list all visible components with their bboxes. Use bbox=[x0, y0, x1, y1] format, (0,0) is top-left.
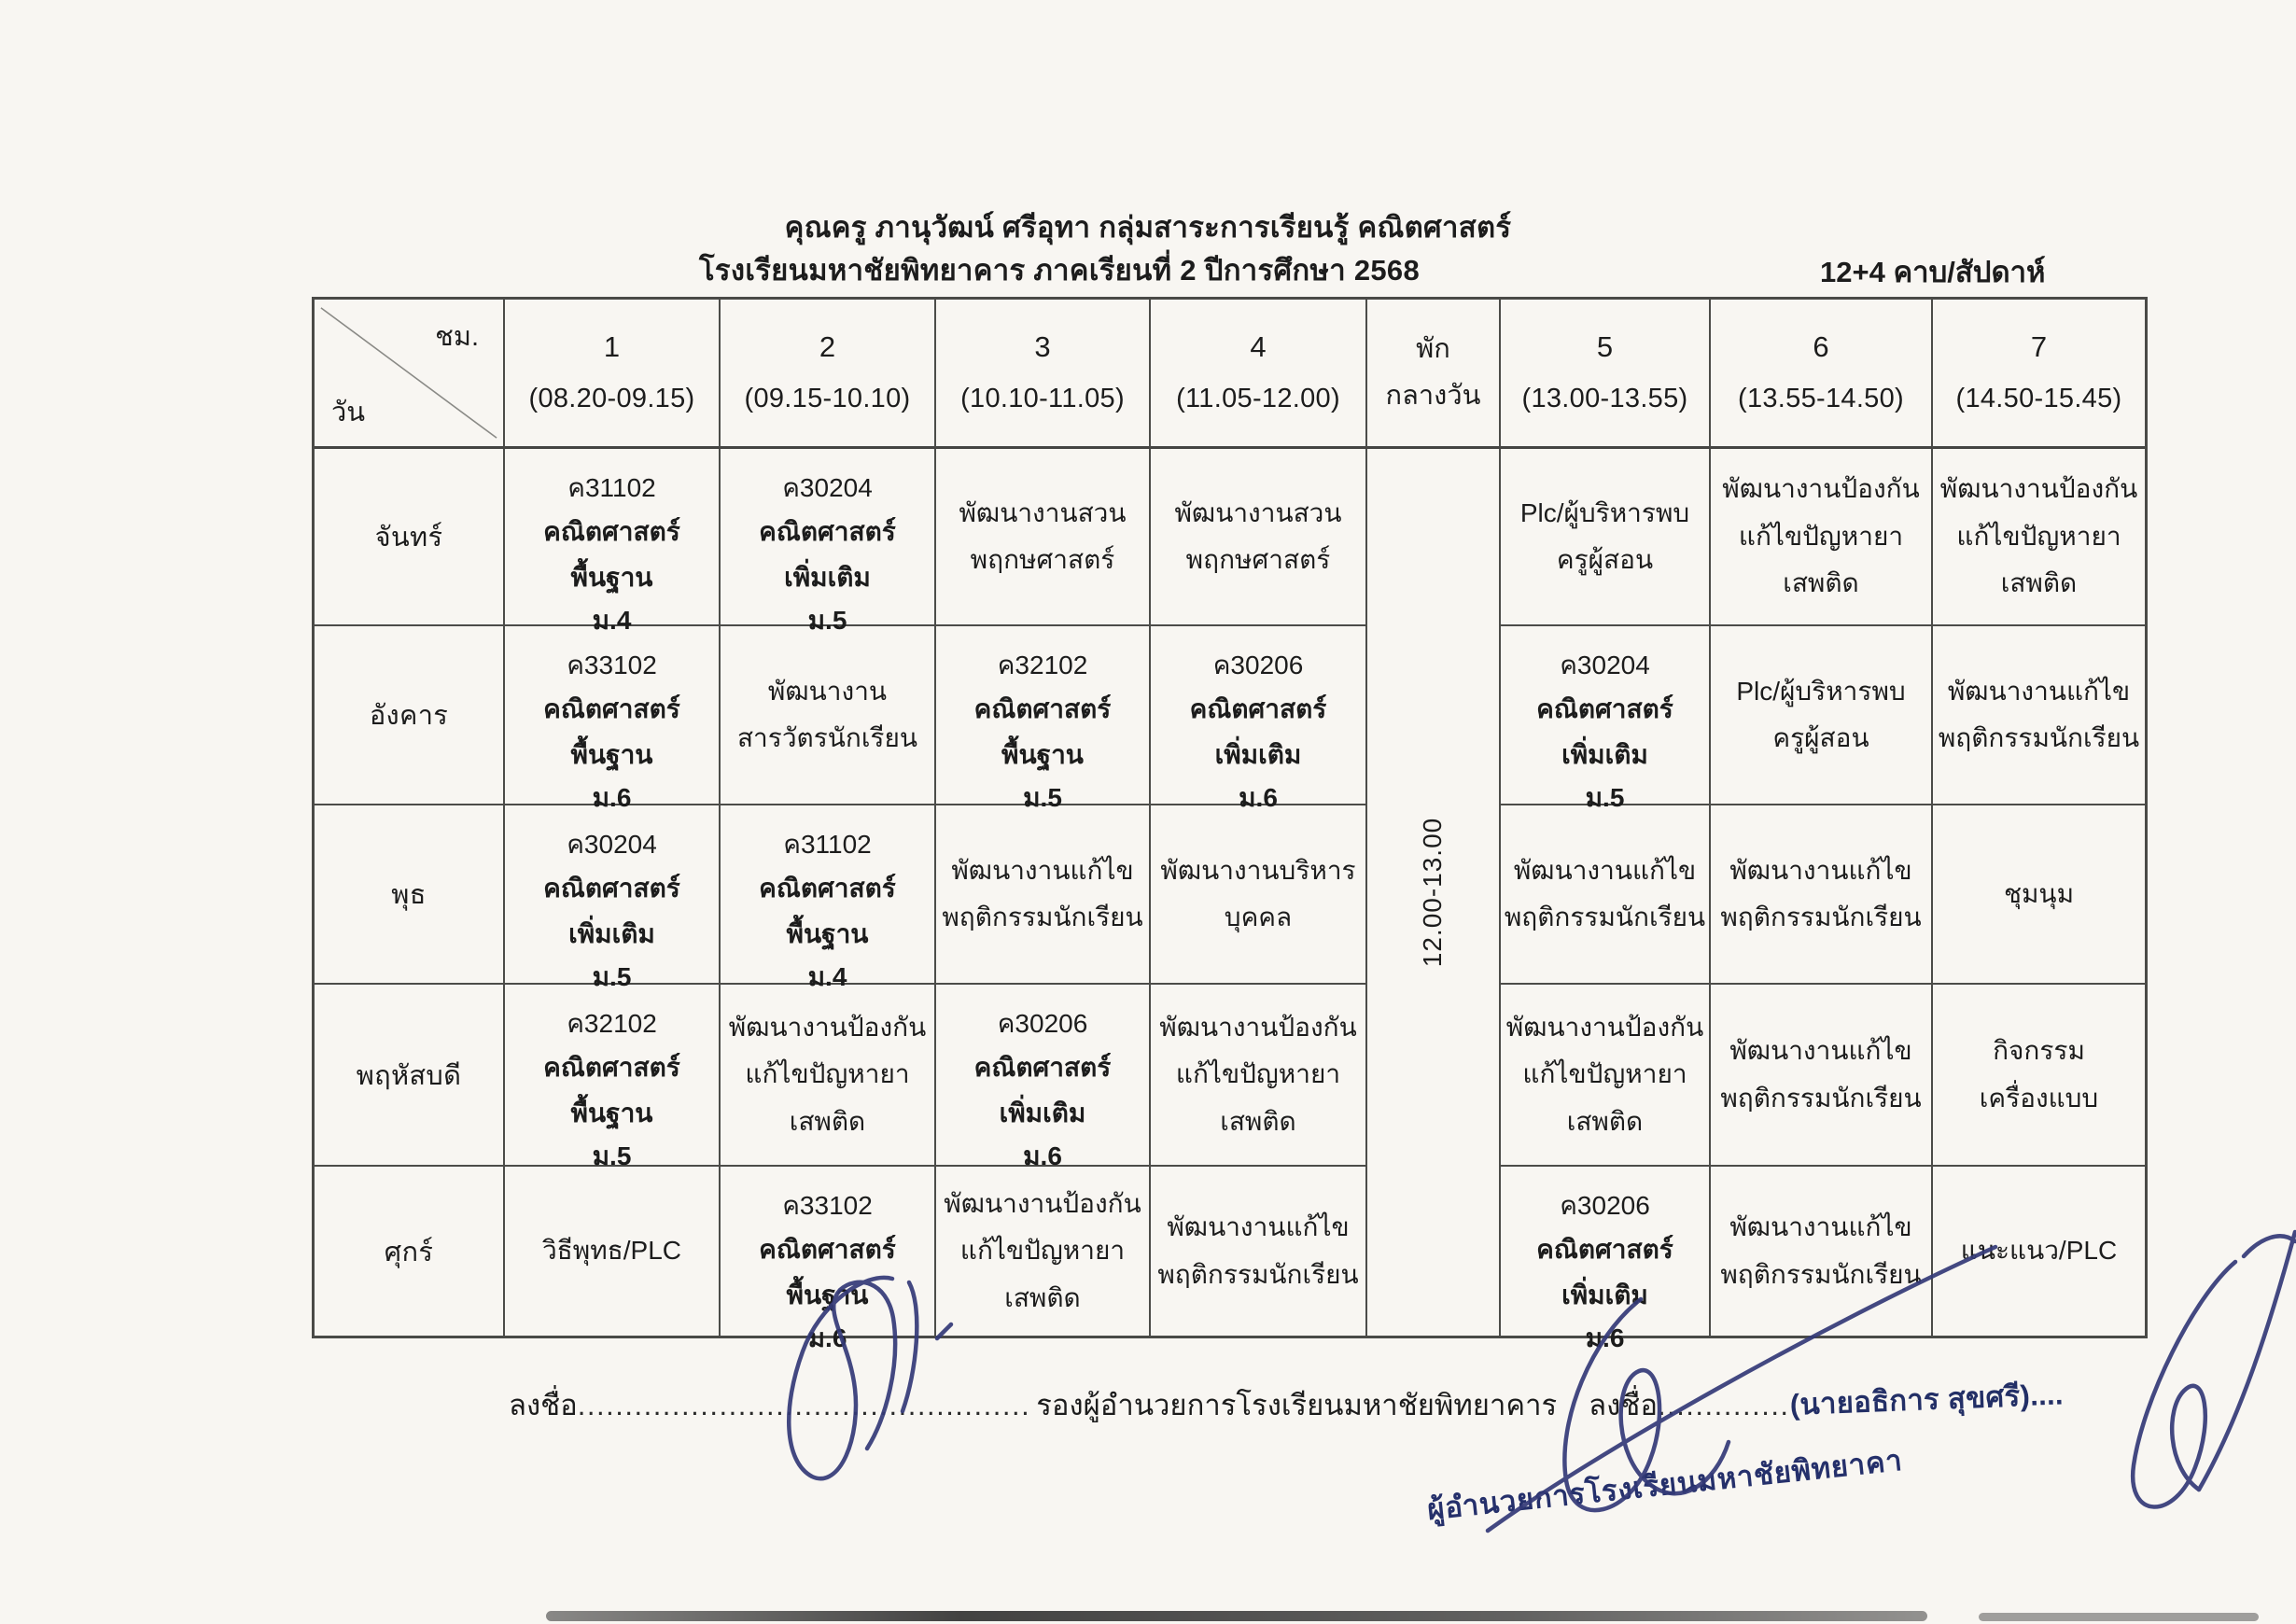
period-time: (11.05-12.00) bbox=[1176, 384, 1340, 414]
class-cell bbox=[1711, 449, 1933, 626]
activity-text: พัฒนางานป้องกัน แก้ไขปัญหายา เสพติด bbox=[728, 1012, 927, 1136]
signature-right-ink bbox=[2133, 1262, 2235, 1507]
class-cell bbox=[1501, 626, 1711, 812]
activity-text: พัฒนางานแก้ไข พฤติกรรมนักเรียน bbox=[1938, 676, 2140, 752]
period-number: 2 bbox=[819, 329, 836, 363]
class-cell bbox=[936, 1167, 1151, 1336]
class-cell bbox=[936, 805, 1151, 985]
class-cell bbox=[936, 626, 1151, 812]
activity-text: พัฒนางาน สารวัตรนักเรียน bbox=[736, 676, 918, 752]
class-cell bbox=[1933, 449, 2145, 626]
class-cell bbox=[1933, 1167, 2145, 1336]
class-cell bbox=[1151, 626, 1367, 812]
class-cell bbox=[1151, 1167, 1367, 1336]
class-cell bbox=[721, 449, 936, 635]
class-cell bbox=[721, 626, 936, 805]
activity-text: พัฒนางานแก้ไข พฤติกรรมนักเรียน bbox=[1720, 1212, 1922, 1289]
course-code: ค30204 bbox=[1560, 651, 1650, 679]
scan-artifact bbox=[546, 1611, 1927, 1621]
activity-text: พัฒนางานแก้ไข พฤติกรรมนักเรียน bbox=[1720, 1036, 1922, 1113]
day-axis-label: วัน bbox=[331, 398, 366, 427]
class-cell bbox=[1151, 985, 1367, 1167]
day-name: พุธ bbox=[391, 880, 427, 910]
hour-axis-label: ชม. bbox=[435, 322, 479, 352]
period-time: (09.15-10.10) bbox=[744, 384, 911, 414]
signature-right-ink bbox=[2199, 1232, 2295, 1490]
class-cell bbox=[505, 626, 721, 812]
course-code: ค30206 bbox=[1212, 651, 1304, 679]
deputy-director-title: รองผู้อำนวยการโรงเรียนมหาชัยพิทยาคาร bbox=[1036, 1389, 1558, 1421]
period-time: (10.10-11.05) bbox=[960, 384, 1125, 414]
course-level: ม.4 bbox=[592, 606, 632, 635]
corner-cell bbox=[315, 300, 505, 449]
period-header bbox=[721, 300, 936, 449]
activity-text: พัฒนางานแก้ไข พฤติกรรมนักเรียน bbox=[1157, 1212, 1359, 1289]
signature-right-ink bbox=[2244, 1236, 2295, 1256]
class-cell bbox=[721, 805, 936, 991]
activity-text: พัฒนางานบริหาร บุคคล bbox=[1160, 855, 1356, 931]
course-level: ม.6 bbox=[1239, 783, 1278, 812]
class-cell bbox=[1711, 985, 1933, 1167]
course-level: ม.5 bbox=[592, 1141, 632, 1170]
course-level: ม.5 bbox=[1023, 783, 1062, 812]
course-level: ม.5 bbox=[1585, 783, 1625, 812]
course-subject: คณิตศาสตร์ เพิ่มเติม bbox=[543, 874, 680, 948]
course-level: ม.5 bbox=[592, 962, 632, 991]
period-number: 3 bbox=[1034, 329, 1051, 363]
class-cell bbox=[505, 805, 721, 991]
periods-per-week-label: 12+4 คาบ/สัปดาห์ bbox=[1820, 256, 2046, 288]
course-subject: คณิตศาสตร์ พื้นฐาน bbox=[543, 1053, 680, 1127]
class-cell bbox=[505, 449, 721, 635]
principal-name-stamp: (นายอธิการ สุขศรี).... bbox=[1788, 1378, 2064, 1421]
principal-title-stamp: ผู้อำนวยการโรงเรียนมหาชัยพิทยาคา bbox=[1425, 1443, 1905, 1527]
activity-text: Plc/ผู้บริหารพบ ครูผู้สอน bbox=[1519, 497, 1690, 574]
school-term-title: โรงเรียนมหาชัยพิทยาคาร ภาคเรียนที่ 2 ปีการศึกษา 2568 bbox=[698, 254, 1421, 287]
class-cell bbox=[1151, 449, 1367, 626]
lunch-time-text: 12.00-13.00 bbox=[1418, 817, 1448, 968]
course-level: ม.4 bbox=[807, 962, 847, 991]
activity-text: ชุมนุม bbox=[2003, 878, 2075, 908]
period-header bbox=[1501, 300, 1711, 449]
period-header bbox=[505, 300, 721, 449]
day-name-cell bbox=[315, 626, 505, 805]
activity-text: พัฒนางานสวน พฤกษศาสตร์ bbox=[1174, 497, 1342, 574]
lunch-header-text: พัก กลางวัน bbox=[1385, 334, 1481, 411]
period-header bbox=[936, 300, 1151, 449]
course-code: ค33102 bbox=[782, 1191, 873, 1220]
day-name: พฤหัสบดี bbox=[356, 1060, 462, 1091]
sign-label-2: ลงชื่อ bbox=[1589, 1389, 1658, 1421]
activity-text: พัฒนางานป้องกัน แก้ไขปัญหายา เสพติด bbox=[944, 1188, 1141, 1312]
period-number: 5 bbox=[1596, 329, 1614, 363]
class-cell bbox=[1711, 1167, 1933, 1336]
day-name: อังคาร bbox=[369, 701, 449, 731]
activity-text: พัฒนางานป้องกัน แก้ไขปัญหายา เสพติด bbox=[1939, 474, 2138, 598]
activity-text: พัฒนางานสวน พฤกษศาสตร์ bbox=[959, 497, 1127, 574]
activity-text: พัฒนางานป้องกัน แก้ไขปัญหายา เสพติด bbox=[1722, 474, 1920, 598]
activity-text: Plc/ผู้บริหารพบ ครูผู้สอน bbox=[1736, 676, 1906, 752]
course-code: ค32102 bbox=[567, 1009, 657, 1038]
course-subject: คณิตศาสตร์ พื้นฐาน bbox=[543, 694, 680, 769]
lunch-header bbox=[1367, 300, 1501, 449]
class-cell bbox=[1501, 1167, 1711, 1352]
class-cell bbox=[1501, 805, 1711, 985]
period-header bbox=[1711, 300, 1933, 449]
course-subject: คณิตศาสตร์ พื้นฐาน bbox=[759, 1235, 896, 1309]
timetable-grid bbox=[312, 297, 2148, 1352]
period-time: (13.55-14.50) bbox=[1737, 384, 1904, 414]
class-cell bbox=[1933, 805, 2145, 985]
course-code: ค30206 bbox=[997, 1009, 1088, 1038]
period-number: 6 bbox=[1813, 329, 1829, 363]
sign-label: ลงชื่อ bbox=[509, 1389, 578, 1421]
course-subject: คณิตศาสตร์ เพิ่มเติม bbox=[1536, 1235, 1673, 1309]
course-subject: คณิตศาสตร์ เพิ่มเติม bbox=[973, 1053, 1112, 1127]
activity-text: วิธีพุทธ/PLC bbox=[541, 1236, 682, 1266]
course-level: ม.6 bbox=[1585, 1323, 1625, 1352]
day-name-cell bbox=[315, 449, 505, 626]
lunch-time-cell bbox=[1367, 449, 1501, 1336]
class-cell bbox=[721, 985, 936, 1167]
day-name-cell bbox=[315, 1167, 505, 1336]
course-subject: คณิตศาสตร์ พื้นฐาน bbox=[543, 517, 680, 592]
class-cell bbox=[1501, 449, 1711, 626]
course-code: ค33102 bbox=[567, 651, 657, 679]
course-subject: คณิตศาสตร์ เพิ่มเติม bbox=[759, 517, 896, 592]
class-cell bbox=[721, 1167, 936, 1352]
course-code: ค30206 bbox=[1560, 1191, 1650, 1220]
class-cell bbox=[505, 985, 721, 1170]
period-number: 4 bbox=[1250, 329, 1267, 363]
activity-text: กิจกรรม เครื่องแบบ bbox=[1979, 1036, 2099, 1113]
class-cell bbox=[1933, 626, 2145, 805]
activity-text: พัฒนางานแก้ไข พฤติกรรมนักเรียน bbox=[942, 855, 1143, 931]
period-header bbox=[1151, 300, 1367, 449]
course-code: ค31102 bbox=[783, 830, 872, 859]
course-subject: คณิตศาสตร์ เพิ่มเติม bbox=[1536, 694, 1673, 769]
day-name-cell bbox=[315, 985, 505, 1167]
period-time: (13.00-13.55) bbox=[1521, 384, 1688, 414]
course-level: ม.6 bbox=[807, 1323, 847, 1352]
signature-line bbox=[509, 1378, 2064, 1428]
day-name: จันทร์ bbox=[374, 523, 443, 553]
class-cell bbox=[1933, 985, 2145, 1167]
course-subject: คณิตศาสตร์ พื้นฐาน bbox=[973, 694, 1112, 769]
course-code: ค30204 bbox=[782, 473, 873, 502]
course-level: ม.6 bbox=[592, 783, 632, 812]
class-cell bbox=[936, 985, 1151, 1170]
dotted-leader-2: .............. bbox=[1657, 1389, 1790, 1421]
course-code: ค30204 bbox=[567, 830, 657, 859]
course-level: ม.5 bbox=[807, 606, 847, 635]
activity-text: พัฒนางานป้องกัน แก้ไขปัญหายา เสพติด bbox=[1159, 1012, 1357, 1136]
course-code: ค32102 bbox=[997, 651, 1088, 679]
class-cell bbox=[1711, 626, 1933, 805]
activity-text: แนะแนว/PLC bbox=[1960, 1236, 2118, 1266]
dotted-leader: ................................................ bbox=[577, 1389, 1031, 1421]
course-code: ค31102 bbox=[567, 473, 656, 502]
day-name-cell bbox=[315, 805, 505, 985]
course-level: ม.6 bbox=[1023, 1141, 1062, 1170]
period-time: (08.20-09.15) bbox=[528, 384, 695, 414]
day-name: ศุกร์ bbox=[384, 1237, 434, 1267]
class-cell bbox=[505, 1167, 721, 1336]
class-cell bbox=[936, 449, 1151, 626]
course-subject: คณิตศาสตร์ เพิ่มเติม bbox=[1189, 694, 1327, 769]
teacher-title: คุณครู ภานุวัฒน์ ศรีอุทา กลุ่มสาระการเรียนรู้ คณิตศาสตร์ bbox=[784, 211, 1512, 244]
course-subject: คณิตศาสตร์ พื้นฐาน bbox=[759, 874, 896, 948]
scan-artifact bbox=[1979, 1613, 2259, 1621]
class-cell bbox=[1711, 805, 1933, 985]
class-cell bbox=[1501, 985, 1711, 1167]
period-time: (14.50-15.45) bbox=[1955, 384, 2122, 414]
period-number: 7 bbox=[2030, 329, 2048, 363]
class-cell bbox=[1151, 805, 1367, 985]
period-header bbox=[1933, 300, 2145, 449]
period-number: 1 bbox=[603, 329, 621, 363]
activity-text: พัฒนางานแก้ไข พฤติกรรมนักเรียน bbox=[1720, 855, 1922, 931]
activity-text: พัฒนางานป้องกัน แก้ไขปัญหายา เสพติด bbox=[1505, 1012, 1704, 1136]
activity-text: พัฒนางานแก้ไข พฤติกรรมนักเรียน bbox=[1504, 855, 1706, 931]
